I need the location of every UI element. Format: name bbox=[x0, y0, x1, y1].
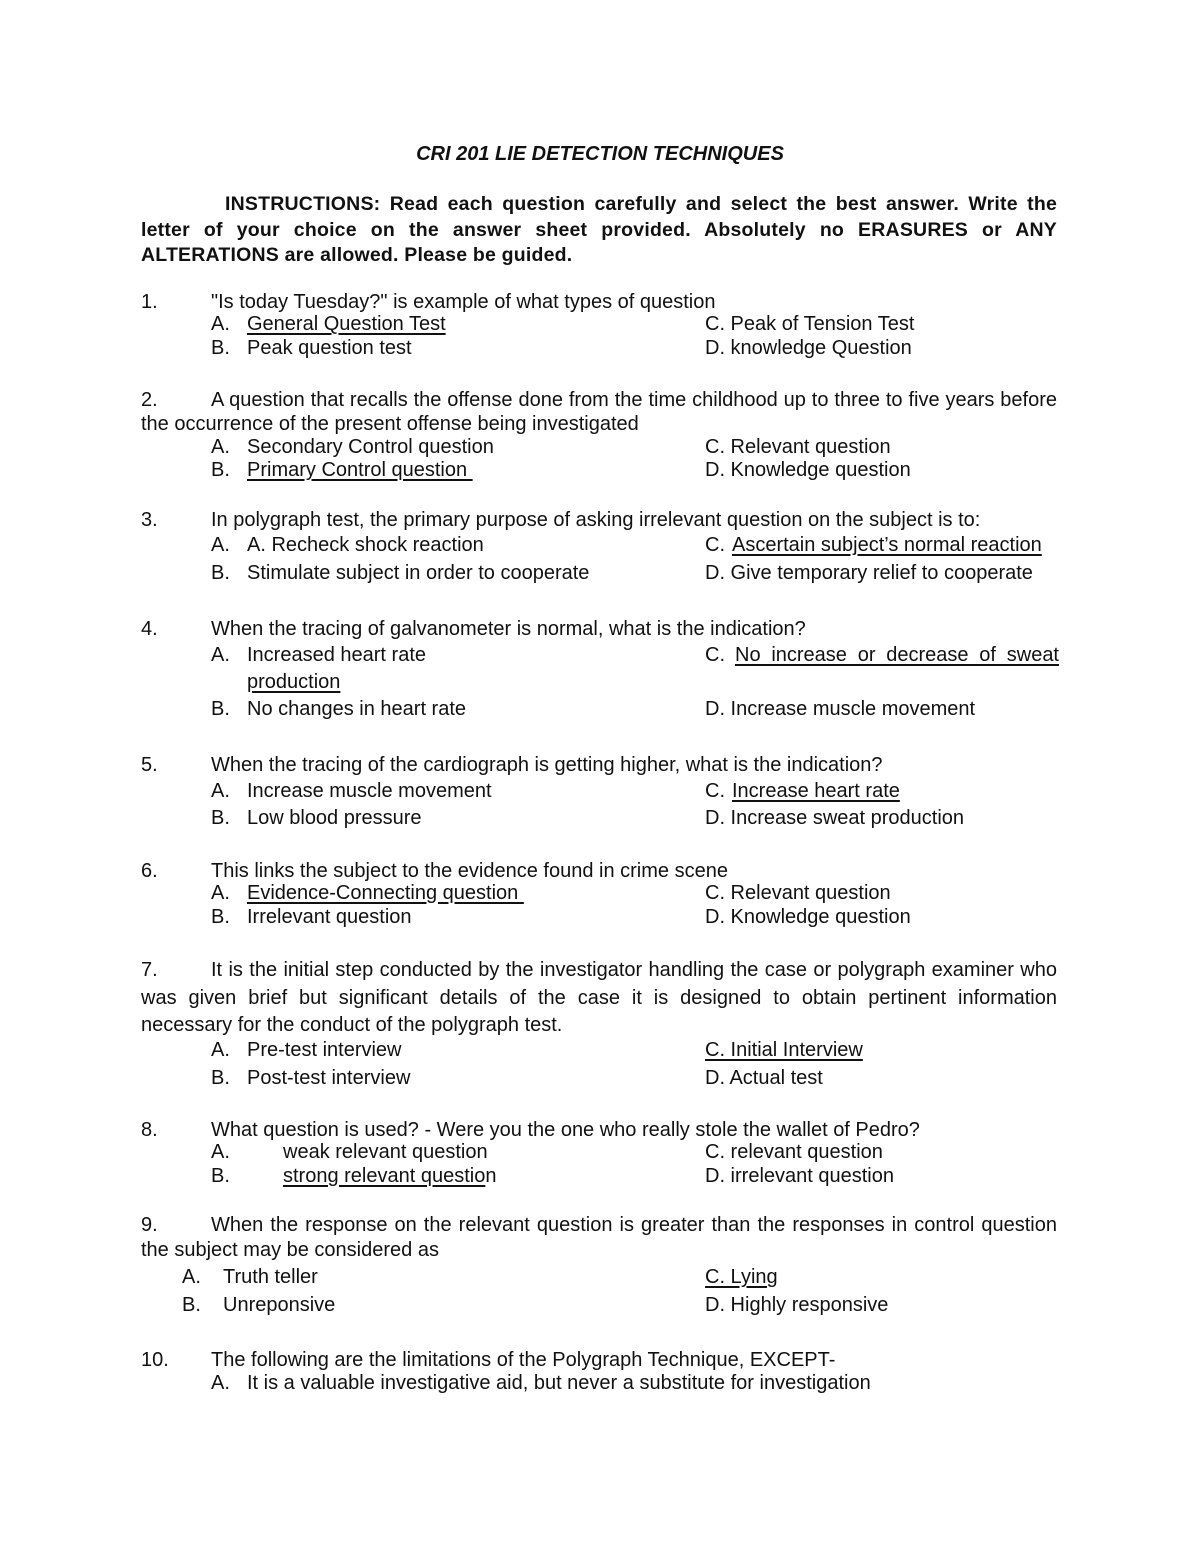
question-4 bbox=[141, 617, 1057, 641]
question-2 bbox=[141, 388, 1057, 436]
question-8 bbox=[141, 1118, 1057, 1142]
question-number: 9. bbox=[141, 1214, 158, 1236]
question-number: 8. bbox=[141, 1119, 158, 1141]
option-b: No changes in heart rate bbox=[247, 698, 467, 720]
option-a: A. Recheck shock reaction bbox=[247, 534, 484, 556]
option-a: Truth teller bbox=[223, 1266, 318, 1288]
question-number: 3. bbox=[141, 509, 158, 531]
option-c: C. Peak of Tension Test bbox=[705, 313, 915, 335]
option-b: Irrelevant question bbox=[247, 906, 412, 928]
option-a: It is a valuable investigative aid, but never a substitute for investigation bbox=[247, 1372, 871, 1394]
option-b-answer: Primary Control question bbox=[247, 459, 473, 481]
option-a-letter: A. bbox=[211, 1141, 230, 1163]
option-a-letter: A. bbox=[211, 780, 230, 802]
option-d: D. knowledge Question bbox=[705, 337, 912, 359]
option-c: C. Relevant question bbox=[705, 882, 891, 904]
instructions bbox=[141, 192, 1057, 269]
question-text: The following are the limitations of the Polygraph Technique, EXCEPT- bbox=[211, 1349, 836, 1371]
option-d: D. Increase sweat production bbox=[705, 807, 965, 829]
option-a-letter: A. bbox=[211, 1372, 230, 1394]
option-d: D. Knowledge question bbox=[705, 459, 911, 481]
question-text: What question is used? - Were you the one who really stole the wallet of Pedro? bbox=[211, 1119, 920, 1141]
question-10 bbox=[141, 1348, 1057, 1372]
option-c-answer: C. Lying bbox=[705, 1266, 778, 1288]
question-5 bbox=[141, 753, 1057, 777]
question-7 bbox=[141, 957, 1057, 1040]
option-b-answer bbox=[283, 1166, 496, 1186]
option-c-answer: Increase heart rate bbox=[732, 780, 900, 802]
option-c-letter: C. bbox=[705, 780, 725, 802]
option-a-answer: Evidence-Connecting question bbox=[247, 882, 524, 904]
question-number: 6. bbox=[141, 860, 158, 882]
question-number: 7. bbox=[141, 959, 158, 981]
option-b-letter: B. bbox=[182, 1294, 201, 1316]
option-b-letter: B. bbox=[211, 1165, 230, 1187]
question-text: In polygraph test, the primary purpose of asking irrelevant question on the subject is to: bbox=[211, 509, 981, 531]
question-text: When the tracing of the cardiograph is getting higher, what is the indication? bbox=[211, 754, 883, 776]
instructions-text: INSTRUCTIONS: Read each question carefully and select the best answer. Write the letter of your choice on the answer sheet provided. Absolutely no ERASURES or ANY ALTERATIONS are allowed. Please be guided. bbox=[141, 193, 1057, 266]
document-title: CRI 201 LIE DETECTION TECHNIQUES bbox=[416, 143, 784, 165]
option-b-letter: B. bbox=[211, 1067, 230, 1089]
option-b: Stimulate subject in order to cooperate bbox=[247, 562, 590, 584]
question-1 bbox=[141, 290, 1057, 314]
option-a-letter: A. bbox=[211, 534, 230, 556]
option-d: D. irrelevant question bbox=[705, 1165, 894, 1187]
option-b: Post-test interview bbox=[247, 1067, 411, 1089]
option-c-answer bbox=[247, 642, 1059, 696]
option-a-letter: A. bbox=[211, 644, 230, 666]
question-3 bbox=[141, 508, 1057, 532]
question-text: This links the subject to the evidence found in crime scene bbox=[211, 860, 728, 882]
option-b: Low blood pressure bbox=[247, 807, 422, 829]
option-b-letter: B. bbox=[211, 337, 230, 359]
question-number: 1. bbox=[141, 291, 158, 313]
option-a-letter: A. bbox=[182, 1266, 201, 1288]
option-d: D. Give temporary relief to cooperate bbox=[705, 562, 1033, 584]
option-b-underlined: strong relevant questio bbox=[283, 1165, 486, 1187]
option-b: Peak question test bbox=[247, 337, 412, 359]
option-d: D. Actual test bbox=[705, 1067, 823, 1089]
option-b-letter: B. bbox=[211, 562, 230, 584]
option-a: weak relevant question bbox=[283, 1141, 488, 1163]
option-c-letter: C. bbox=[705, 644, 725, 666]
question-9 bbox=[141, 1213, 1057, 1263]
option-a-letter: A. bbox=[211, 436, 230, 458]
option-a: Increase muscle movement bbox=[247, 780, 492, 802]
question-text: It is the initial step conducted by the investigator handling the case or polygraph examiner who was given brief but significant details of the case it is designed to obtain pertinent information necessary for the conduct of the polygraph test. bbox=[141, 959, 1057, 1036]
question-text: When the tracing of galvanometer is normal, what is the indication? bbox=[211, 618, 806, 640]
option-b-letter: B. bbox=[211, 906, 230, 928]
option-b: Unreponsive bbox=[223, 1294, 336, 1316]
option-d: D. Increase muscle movement bbox=[705, 698, 976, 720]
option-c: C. relevant question bbox=[705, 1141, 883, 1163]
question-number: 5. bbox=[141, 754, 158, 776]
option-c-text: No increase or decrease of sweat production bbox=[247, 644, 1059, 693]
question-text: "Is today Tuesday?" is example of what types of question bbox=[211, 291, 716, 313]
question-number: 2. bbox=[141, 389, 158, 411]
question-6 bbox=[141, 859, 1057, 883]
option-a-answer: General Question Test bbox=[247, 313, 446, 335]
question-text: A question that recalls the offense done from the time childhood up to three to five years before the occurrence of the present offense being investigated bbox=[141, 389, 1057, 435]
option-a-letter: A. bbox=[211, 1039, 230, 1061]
option-b-letter: B. bbox=[211, 807, 230, 829]
option-b-letter: B. bbox=[211, 698, 230, 720]
option-a-letter: A. bbox=[211, 313, 230, 335]
option-b-letter: B. bbox=[211, 459, 230, 481]
option-b-tail: n bbox=[485, 1165, 497, 1187]
option-d: D. Knowledge question bbox=[705, 906, 911, 928]
option-a-letter: A. bbox=[211, 882, 230, 904]
question-number: 4. bbox=[141, 618, 158, 640]
question-number: 10. bbox=[141, 1349, 169, 1371]
option-c-answer: Ascertain subject’s normal reaction bbox=[732, 534, 1042, 556]
option-a: Increased heart rate bbox=[247, 644, 426, 666]
option-d: D. Highly responsive bbox=[705, 1294, 889, 1316]
option-a: Pre-test interview bbox=[247, 1039, 402, 1061]
question-text: When the response on the relevant question is greater than the responses in control question the subject may be considered as bbox=[141, 1214, 1057, 1261]
option-c: C. Relevant question bbox=[705, 436, 891, 458]
option-c-answer: C. Initial Interview bbox=[705, 1039, 863, 1061]
option-c-letter: C. bbox=[705, 534, 725, 556]
option-a: Secondary Control question bbox=[247, 436, 494, 458]
